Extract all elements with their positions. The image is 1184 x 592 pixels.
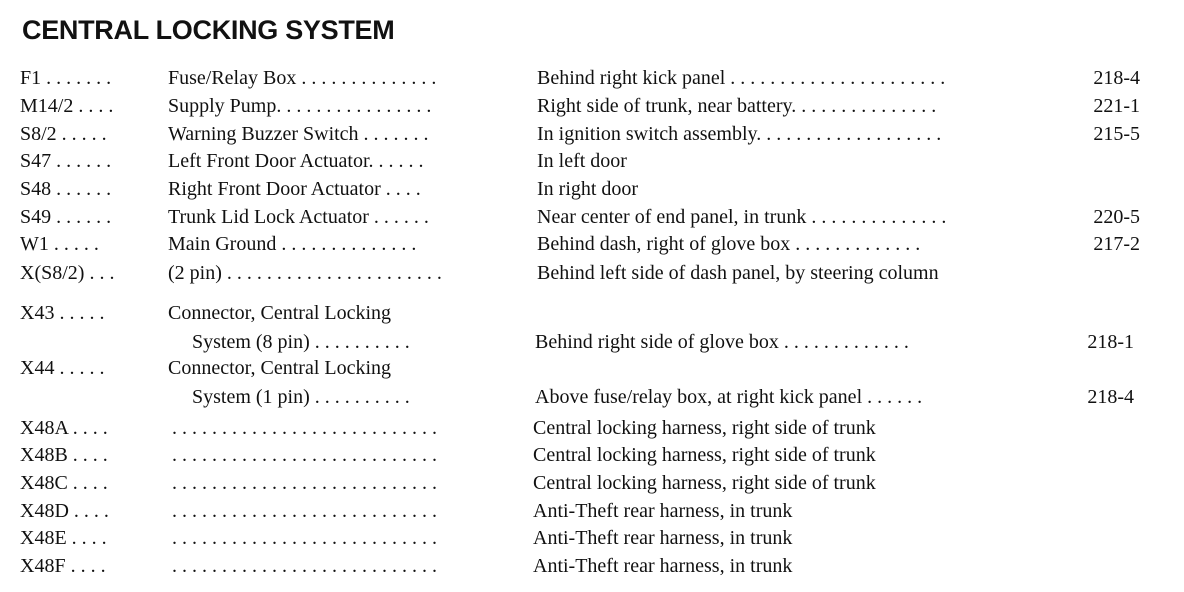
table-row bbox=[0, 524, 1184, 552]
component-name: Left Front Door Actuator. . . . . . bbox=[168, 150, 424, 172]
component-location: Behind dash, right of glove box . . . . . . . . . . . . . bbox=[537, 233, 921, 255]
component-code: S48 . . . . . . bbox=[20, 178, 112, 200]
component-code: X48C . . . . bbox=[20, 472, 108, 494]
component-code: S49 . . . . . . bbox=[20, 206, 112, 228]
table-row-continuation bbox=[0, 328, 1184, 356]
diagram-reference: 218-1 bbox=[1087, 331, 1134, 353]
component-location: Central locking harness, right side of trunk bbox=[533, 472, 876, 494]
component-name-continued: System (1 pin) . . . . . . . . . . bbox=[192, 386, 410, 408]
table-row bbox=[0, 175, 1184, 203]
table-row bbox=[0, 441, 1184, 469]
component-name: Connector, Central Locking bbox=[168, 302, 392, 324]
component-location: Behind left side of dash panel, by steering column bbox=[537, 262, 939, 284]
table-row bbox=[0, 259, 1184, 287]
component-location: Near center of end panel, in trunk . . . . . . . . . . . . . . bbox=[537, 206, 947, 228]
component-code: X48B . . . . bbox=[20, 444, 108, 466]
diagram-reference: 215-5 bbox=[1093, 123, 1140, 145]
component-location: Anti-Theft rear harness, in trunk bbox=[533, 500, 793, 522]
component-name: Right Front Door Actuator . . . . bbox=[168, 178, 421, 200]
component-code: X43 . . . . . bbox=[20, 302, 105, 324]
component-code: X44 . . . . . bbox=[20, 357, 105, 379]
component-code: W1 . . . . . bbox=[20, 233, 99, 255]
component-location: Anti-Theft rear harness, in trunk bbox=[533, 527, 793, 549]
component-location: Anti-Theft rear harness, in trunk bbox=[533, 555, 793, 577]
table-row bbox=[0, 120, 1184, 148]
component-name: . . . . . . . . . . . . . . . . . . . . . . . . . . . bbox=[172, 417, 437, 439]
component-name: . . . . . . . . . . . . . . . . . . . . . . . . . . . bbox=[172, 472, 437, 494]
component-location: Central locking harness, right side of trunk bbox=[533, 417, 876, 439]
component-name: . . . . . . . . . . . . . . . . . . . . . . . . . . . bbox=[172, 444, 437, 466]
table-row bbox=[0, 497, 1184, 525]
component-code: S8/2 . . . . . bbox=[20, 123, 107, 145]
component-code: X48F . . . . bbox=[20, 555, 106, 577]
component-location: In right door bbox=[537, 178, 639, 200]
component-location: Behind right kick panel . . . . . . . . . . . . . . . . . . . . . . bbox=[537, 67, 946, 89]
diagram-reference: 218-4 bbox=[1093, 67, 1140, 89]
component-code: M14/2 . . . . bbox=[20, 95, 114, 117]
component-code: X(S8/2) . . . bbox=[20, 262, 115, 284]
component-name: . . . . . . . . . . . . . . . . . . . . . . . . . . . bbox=[172, 527, 437, 549]
component-name: (2 pin) . . . . . . . . . . . . . . . . . . . . . . bbox=[168, 262, 442, 284]
table-row bbox=[0, 147, 1184, 175]
component-location: In ignition switch assembly. . . . . . . . . . . . . . . . . . . bbox=[537, 123, 942, 145]
component-location: Central locking harness, right side of trunk bbox=[533, 444, 876, 466]
component-name: Trunk Lid Lock Actuator . . . . . . bbox=[168, 206, 429, 228]
component-name: Main Ground . . . . . . . . . . . . . . bbox=[168, 233, 417, 255]
table-row bbox=[0, 414, 1184, 442]
component-name: . . . . . . . . . . . . . . . . . . . . . . . . . . . bbox=[172, 555, 437, 577]
component-name-continued: System (8 pin) . . . . . . . . . . bbox=[192, 331, 410, 353]
table-row bbox=[0, 92, 1184, 120]
table-row bbox=[0, 230, 1184, 258]
component-location: Above fuse/relay box, at right kick panel . . . . . . bbox=[535, 386, 923, 408]
component-location: Behind right side of glove box . . . . . . . . . . . . . bbox=[535, 331, 909, 353]
table-row bbox=[0, 299, 1184, 327]
component-location: In left door bbox=[537, 150, 627, 172]
table-row bbox=[0, 469, 1184, 497]
component-code: F1 . . . . . . . bbox=[20, 67, 112, 89]
component-code: X48D . . . . bbox=[20, 500, 109, 522]
component-code: X48A . . . . bbox=[20, 417, 108, 439]
component-name: Supply Pump. . . . . . . . . . . . . . . . bbox=[168, 95, 432, 117]
table-row bbox=[0, 354, 1184, 382]
diagram-reference: 220-5 bbox=[1093, 206, 1140, 228]
diagram-reference: 218-4 bbox=[1087, 386, 1134, 408]
component-name: Warning Buzzer Switch . . . . . . . bbox=[168, 123, 429, 145]
table-row bbox=[0, 64, 1184, 92]
component-name: Connector, Central Locking bbox=[168, 357, 392, 379]
diagram-reference: 217-2 bbox=[1093, 233, 1140, 255]
component-code: S47 . . . . . . bbox=[20, 150, 112, 172]
table-row bbox=[0, 552, 1184, 580]
page-title: CENTRAL LOCKING SYSTEM bbox=[22, 15, 395, 45]
component-name: Fuse/Relay Box . . . . . . . . . . . . . . bbox=[168, 67, 437, 89]
component-location: Right side of trunk, near battery. . . . . . . . . . . . . . . bbox=[537, 95, 937, 117]
component-name: . . . . . . . . . . . . . . . . . . . . . . . . . . . bbox=[172, 500, 437, 522]
table-row-continuation bbox=[0, 383, 1184, 411]
component-code: X48E . . . . bbox=[20, 527, 107, 549]
table-row bbox=[0, 203, 1184, 231]
diagram-reference: 221-1 bbox=[1093, 95, 1140, 117]
